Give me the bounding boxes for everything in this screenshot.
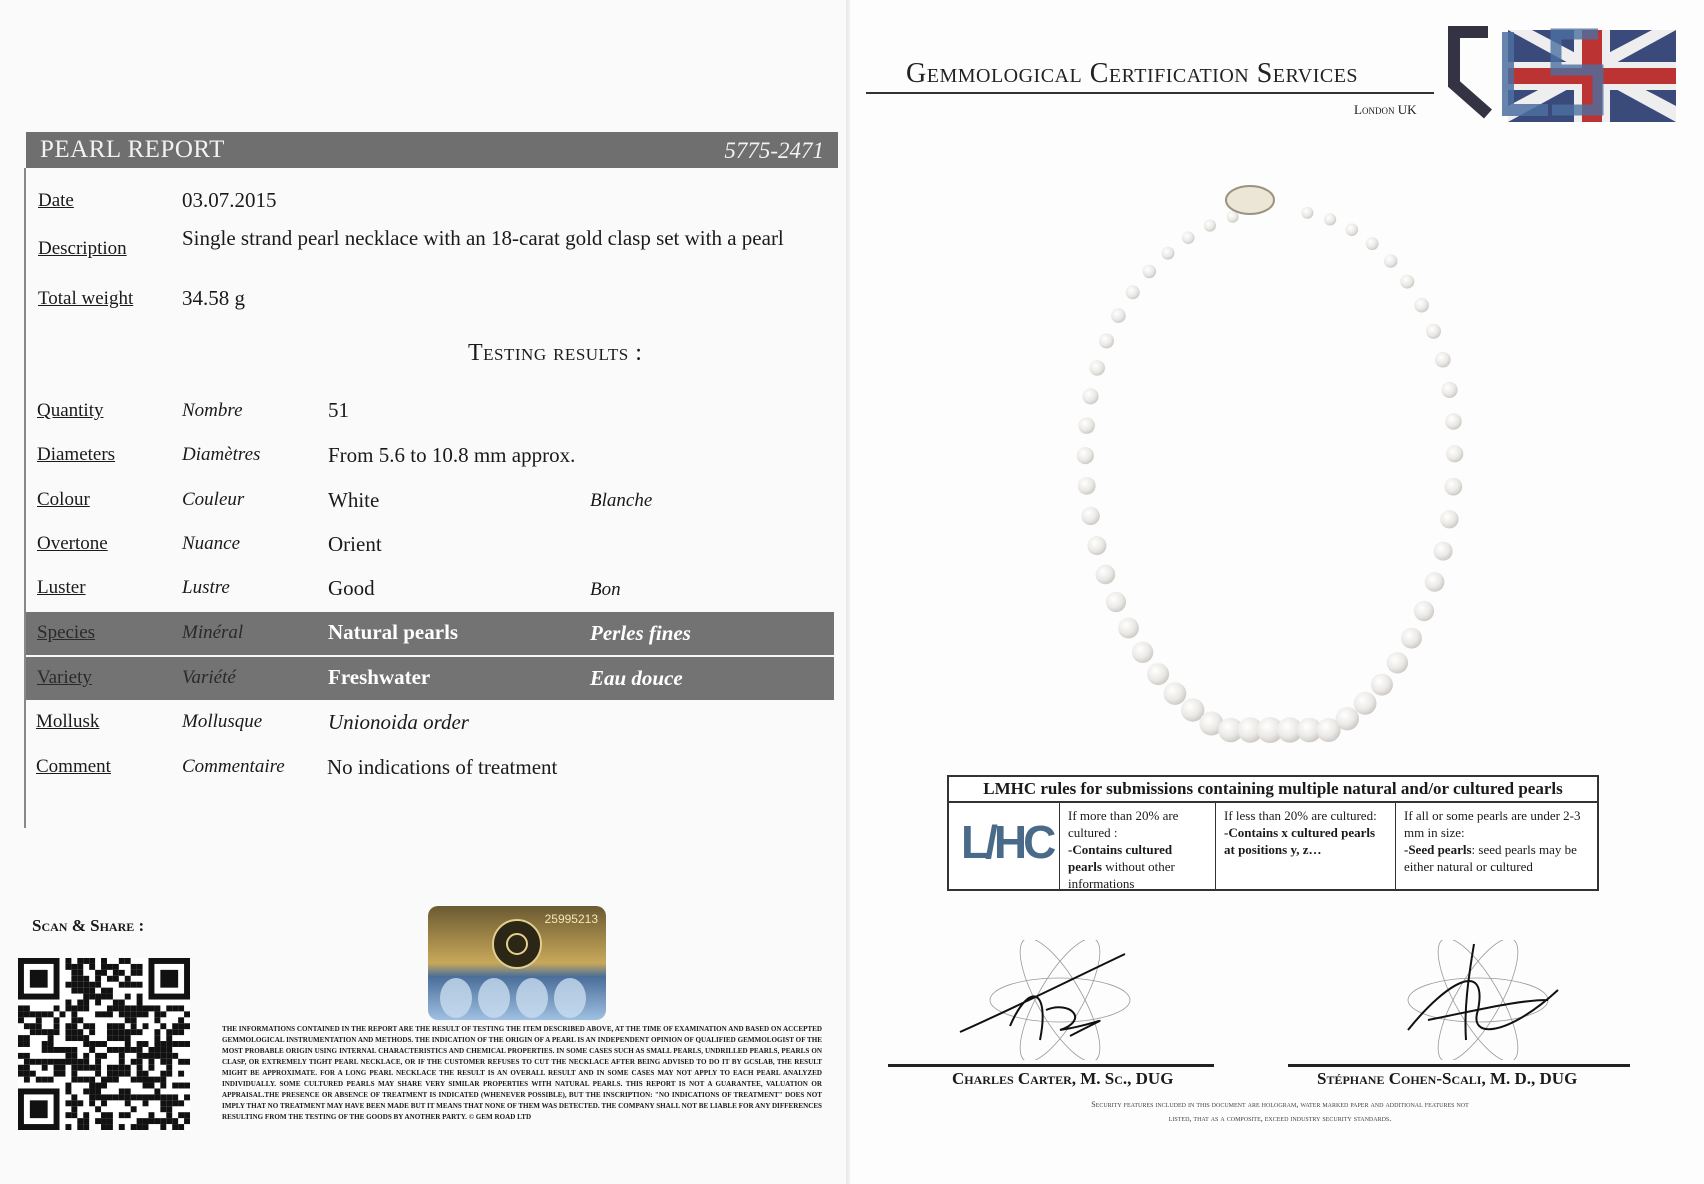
weight-label: Total weight	[38, 288, 134, 309]
hologram-number: 25995213	[544, 912, 598, 926]
company-location: London UK	[1354, 102, 1417, 117]
report-title: PEARL REPORT	[40, 136, 225, 163]
signatory-name-2: Stéphane Cohen-Scali, M. D., DUG	[1317, 1069, 1578, 1088]
lmhc-rule-less-than-20	[1215, 803, 1395, 889]
result-label-en: Diameters	[37, 444, 116, 465]
result-value-fr: Bon	[590, 579, 621, 600]
lmhc-rule-seed-pearls	[1395, 803, 1597, 889]
result-value: 51	[328, 398, 349, 422]
result-label-en: Comment	[36, 756, 111, 777]
result-label-fr: Commentaire	[182, 756, 285, 777]
weight-value: 34.58 g	[182, 286, 245, 310]
security-features-note: Security features included in this document are hologram, water marked paper and additional features not listed, that as a composite, exceed industry security standards.	[1091, 1100, 1469, 1123]
result-label-en: Mollusk	[36, 711, 100, 732]
result-label-en: Luster	[37, 577, 86, 598]
result-value: No indications of treatment	[327, 755, 558, 779]
lmhc-rule-more-than-20	[1059, 803, 1215, 889]
rule-bold: -Contains cultured pearls	[1068, 842, 1173, 874]
result-label-fr: Couleur	[182, 489, 245, 510]
signatory-name-1: Charles Carter, M. Sc., DUG	[952, 1069, 1174, 1088]
rule-rest: : seed pearls may be either natural or cultured	[1404, 842, 1577, 874]
report-header-bar	[26, 132, 838, 168]
date-label: Date	[38, 190, 74, 211]
result-label-en: Colour	[37, 489, 90, 510]
result-value: Freshwater	[328, 665, 431, 689]
result-value: Natural pearls	[328, 620, 459, 644]
gcs-logo	[1448, 24, 1678, 124]
scan-share-label: Scan & Share :	[32, 916, 145, 935]
result-value: Orient	[328, 532, 382, 556]
result-label-fr: Nombre	[182, 400, 243, 421]
result-row-species	[26, 612, 834, 655]
company-underline	[866, 92, 1434, 94]
rule-intro: If less than 20% are cultured:	[1224, 808, 1377, 823]
result-label-fr: Minéral	[182, 622, 244, 643]
result-row-variety	[26, 657, 834, 700]
qr-code[interactable]	[18, 958, 190, 1130]
disclaimer-text: THE INFORMATIONS CONTAINED IN THE REPORT ARE THE RESULT OF TESTING THE ITEM DESCRIBED ABOVE, AT THE TIME OF EXAMINATION AND BASED ON ACCEPTED GEMMOLOGICAL INSTRUMENTATION AND METHODS. THE INDICATION OF THE ORIGIN OF A PEARL IS AN INDEPENDENT OPINION OF QUALIFIED GEMMOLOGIST OF THE MOST PROBABLE ORIGIN USING INTERNAL CHARACTERISTICS AND CHEMICAL PROPERTIES. IN SOME CASES SUCH AS SMALL PEARLS, UNDRILLED PEARLS, PEARLS ON CLASP, OR EXTREMELY TIGHT PEARL NECKLACE, OR IF THE CUSTOMER REFUSES TO CUT THE NECKLACE AFTER BEING ADVISED TO DO IT BY GCSLAB, THE RESULT MIGHT BE APPROXIMATE. FOR A LONG PEARL NECKLACE THE RESULT IS AN OVERALL RESULT AND IN SOME CASES MAY NOT APPLY TO EACH PEARL ANALYZED INDIVIDUALLY. SOME CULTURED PEARLS MAY SHARE VERY SIMILAR PROPERTIES WITH NATURAL PEARLS. THIS REPORT IS NOT A GUARANTEE, VALUATION OR APPRAISAL.THE PRESENCE OR ABSENCE OF TREATMENT IS INDICATED (WHENEVER POSSIBLE), BUT THE INSCRIPTION: "NO INDICATIONS OF TREATMENT" DOES NOT IMPLY THAT NO TREATMENT MAY HAVE BEEN MADE BUT IT MEANS THAT NONE OF THEM WAS DETECTED. THE COMPANY SHALL NOT BE LIABLE FOR ANY DIFFERENCES RESULTING FROM THE TESTING OF THE GOODS BY ANOTHER PARTY. © GEM ROAD LTD	[222, 1025, 822, 1121]
signature-charles-carter	[950, 940, 1170, 1060]
rule-rest: without other informations	[1068, 859, 1175, 891]
date-value: 03.07.2015	[182, 188, 277, 212]
hologram-sticker	[428, 906, 606, 1020]
result-label-en: Quantity	[37, 400, 104, 421]
lmhc-rules-box	[947, 775, 1599, 891]
result-label-fr: Nuance	[182, 533, 241, 554]
result-label-fr: Variété	[182, 667, 236, 688]
lmhc-title: LMHC rules for submissions containing multiple natural and/or cultured pearls	[949, 777, 1597, 803]
result-value: Good	[328, 576, 375, 600]
rule-bold: -Contains x cultured pearls at positions y, z…	[1224, 825, 1376, 857]
result-value: Unionoida order	[328, 710, 469, 734]
result-label-fr: Mollusque	[182, 711, 263, 732]
result-value: From 5.6 to 10.8 mm approx.	[328, 443, 576, 467]
result-value-fr: Perles fines	[590, 621, 691, 645]
result-label-en: Variety	[37, 667, 92, 688]
result-value-fr: Blanche	[590, 490, 653, 511]
lmhc-logo: L/HC	[961, 816, 1053, 868]
description-value: Single strand pearl necklace with an 18-carat gold clasp set with a pearl	[182, 226, 784, 250]
pearl-necklace-image	[1040, 170, 1500, 750]
result-label-en: Species	[37, 622, 96, 643]
signature-line-1	[888, 1064, 1214, 1067]
result-label-en: Overtone	[37, 533, 108, 554]
description-label: Description	[38, 238, 127, 259]
result-label-fr: Lustre	[182, 577, 230, 598]
result-value-fr: Eau douce	[590, 666, 683, 690]
signature-line-2	[1288, 1064, 1630, 1067]
testing-results-title: Testing results :	[468, 340, 643, 366]
rule-intro: If more than 20% are cultured :	[1068, 808, 1179, 840]
result-label-fr: Diamètres	[182, 444, 261, 465]
signature-stephane-cohen-scali	[1388, 940, 1608, 1060]
result-value: White	[328, 488, 380, 512]
rule-bold: -Seed pearls	[1404, 842, 1472, 857]
company-name: Gemmological Certification Services	[906, 58, 1359, 89]
left-border-line	[24, 168, 26, 828]
report-number: 5775-2471	[724, 138, 824, 163]
rule-intro: If all or some pearls are under 2-3 mm in size:	[1404, 808, 1581, 840]
